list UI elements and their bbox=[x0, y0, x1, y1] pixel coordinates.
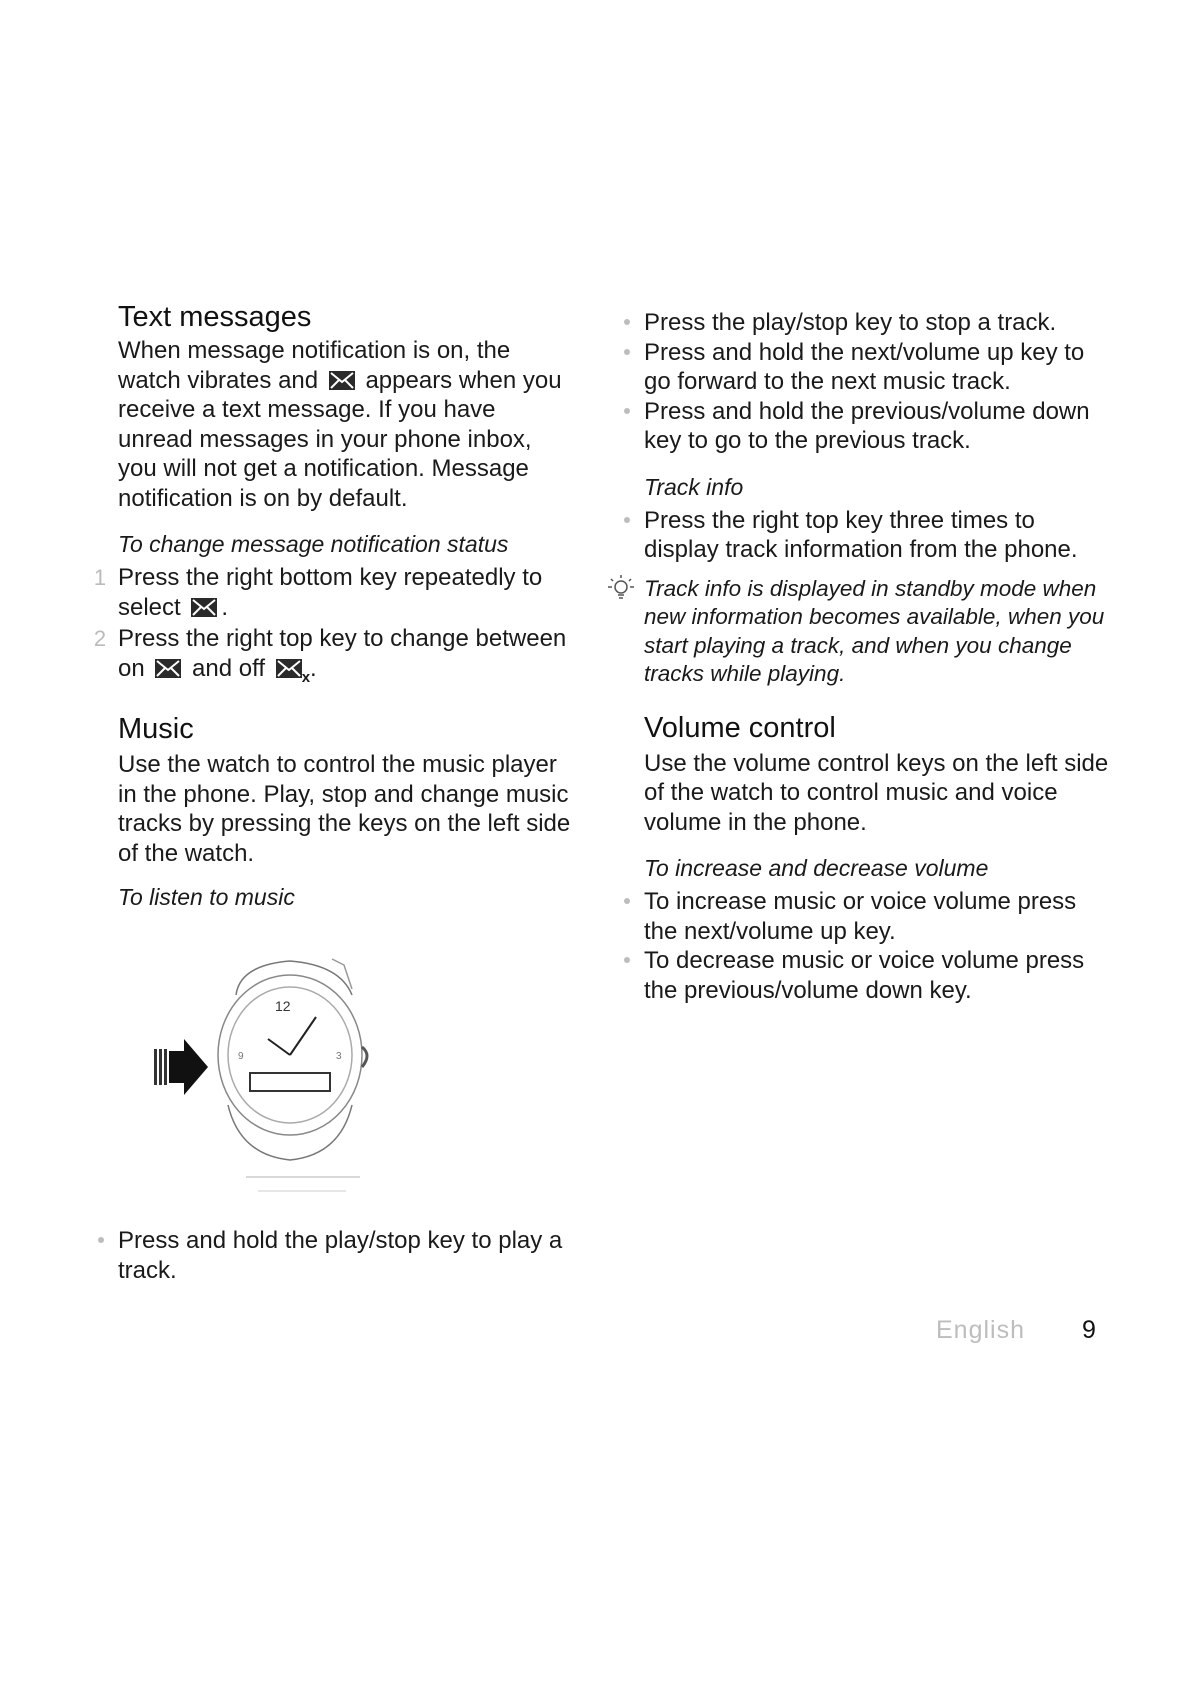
step-text: Press the right bottom key repeatedly to select bbox=[118, 564, 543, 621]
page-number: 9 bbox=[1082, 1316, 1096, 1344]
bullet-decrease-volume bbox=[644, 946, 1114, 1005]
subheading-volume: To increase and decrease volume bbox=[644, 855, 989, 881]
page-footer bbox=[936, 1316, 1106, 1345]
bullet-text: Press and hold the previous/volume down key to go to the previous track. bbox=[644, 397, 1090, 454]
music-body: Use the watch to control the music player in the phone. Play, stop and change music tracks by pressing the keys on the left side of the watch. bbox=[118, 751, 571, 867]
arrow-right-icon bbox=[154, 1039, 208, 1095]
body-text-part: When message notification is on, the watch vibrates and bbox=[118, 337, 511, 394]
envelope-icon bbox=[329, 371, 355, 390]
svg-text:9: 9 bbox=[238, 1051, 244, 1062]
off-x-mark-icon: x bbox=[301, 668, 311, 686]
subheading-change-notification: To change message notification status bbox=[118, 531, 509, 557]
body-text-part: appears when you receive a text message. If you have unread messages in your phone inbox, you will not get a notification. Message notification is on by default. bbox=[118, 366, 562, 512]
subheading-listen-music: To listen to music bbox=[118, 884, 295, 910]
bullet-dot bbox=[98, 1237, 104, 1243]
bullet-increase-volume bbox=[644, 887, 1114, 946]
footer-language: English bbox=[936, 1316, 1025, 1344]
bullet-dot bbox=[624, 349, 630, 355]
right-column bbox=[644, 308, 1114, 1005]
bullet-dot bbox=[624, 517, 630, 523]
bullet-dot bbox=[624, 319, 630, 325]
bullet-text: To increase music or voice volume press the next/volume up key. bbox=[644, 888, 1077, 945]
bullet-dot bbox=[624, 957, 630, 963]
envelope-icon bbox=[155, 659, 181, 678]
step-number: 1 bbox=[93, 565, 107, 590]
bullet-text: Press and hold the play/stop key to play a track. bbox=[118, 1227, 563, 1284]
step-text: and off bbox=[192, 654, 266, 682]
bullet-text: Press the right top key three times to display track information from the phone. bbox=[644, 506, 1078, 563]
step-number: 2 bbox=[93, 626, 107, 651]
section-title-text-messages: Text messages bbox=[118, 301, 312, 333]
lightbulb-icon bbox=[606, 573, 636, 615]
volume-body: Use the volume control keys on the left side of the watch to control music and voice volume in the phone. bbox=[644, 749, 1109, 836]
left-column bbox=[93, 300, 573, 910]
watch-illustration bbox=[140, 955, 420, 1195]
envelope-off-icon bbox=[276, 659, 302, 678]
step-2 bbox=[93, 624, 573, 686]
envelope-icon bbox=[191, 598, 217, 617]
bullet-next-track bbox=[644, 338, 1114, 397]
text-messages-body bbox=[118, 336, 573, 513]
step-text: . bbox=[310, 654, 317, 682]
watch-body bbox=[218, 959, 367, 1191]
bullet-text: Press the play/stop key to stop a track. bbox=[644, 309, 1057, 336]
step-text: Press the right top key to change between on bbox=[118, 625, 567, 682]
section-title-volume-control: Volume control bbox=[644, 711, 836, 744]
tip-note bbox=[644, 575, 1114, 689]
svg-text:3: 3 bbox=[336, 1051, 342, 1062]
bullet-previous-track bbox=[644, 397, 1114, 456]
section-title-music: Music bbox=[118, 713, 194, 745]
bullet-text: Press and hold the next/volume up key to go forward to the next music track. bbox=[644, 338, 1085, 395]
step-text: . bbox=[221, 593, 229, 621]
bullet-stop-track bbox=[644, 308, 1114, 338]
bullet-track-info bbox=[644, 506, 1114, 565]
note-text: Track info is displayed in standby mode when new information becomes available, when you start playing a track, and when you change tracks while playing. bbox=[644, 575, 1105, 686]
bullet-dot bbox=[624, 898, 630, 904]
bullet-dot bbox=[624, 408, 630, 414]
music-play-bullet bbox=[118, 1226, 573, 1285]
step-1 bbox=[93, 563, 573, 622]
subheading-track-info: Track info bbox=[644, 473, 744, 500]
bullet-text: To decrease music or voice volume press the previous/volume down key. bbox=[644, 947, 1085, 1004]
svg-text:12: 12 bbox=[275, 998, 291, 1014]
